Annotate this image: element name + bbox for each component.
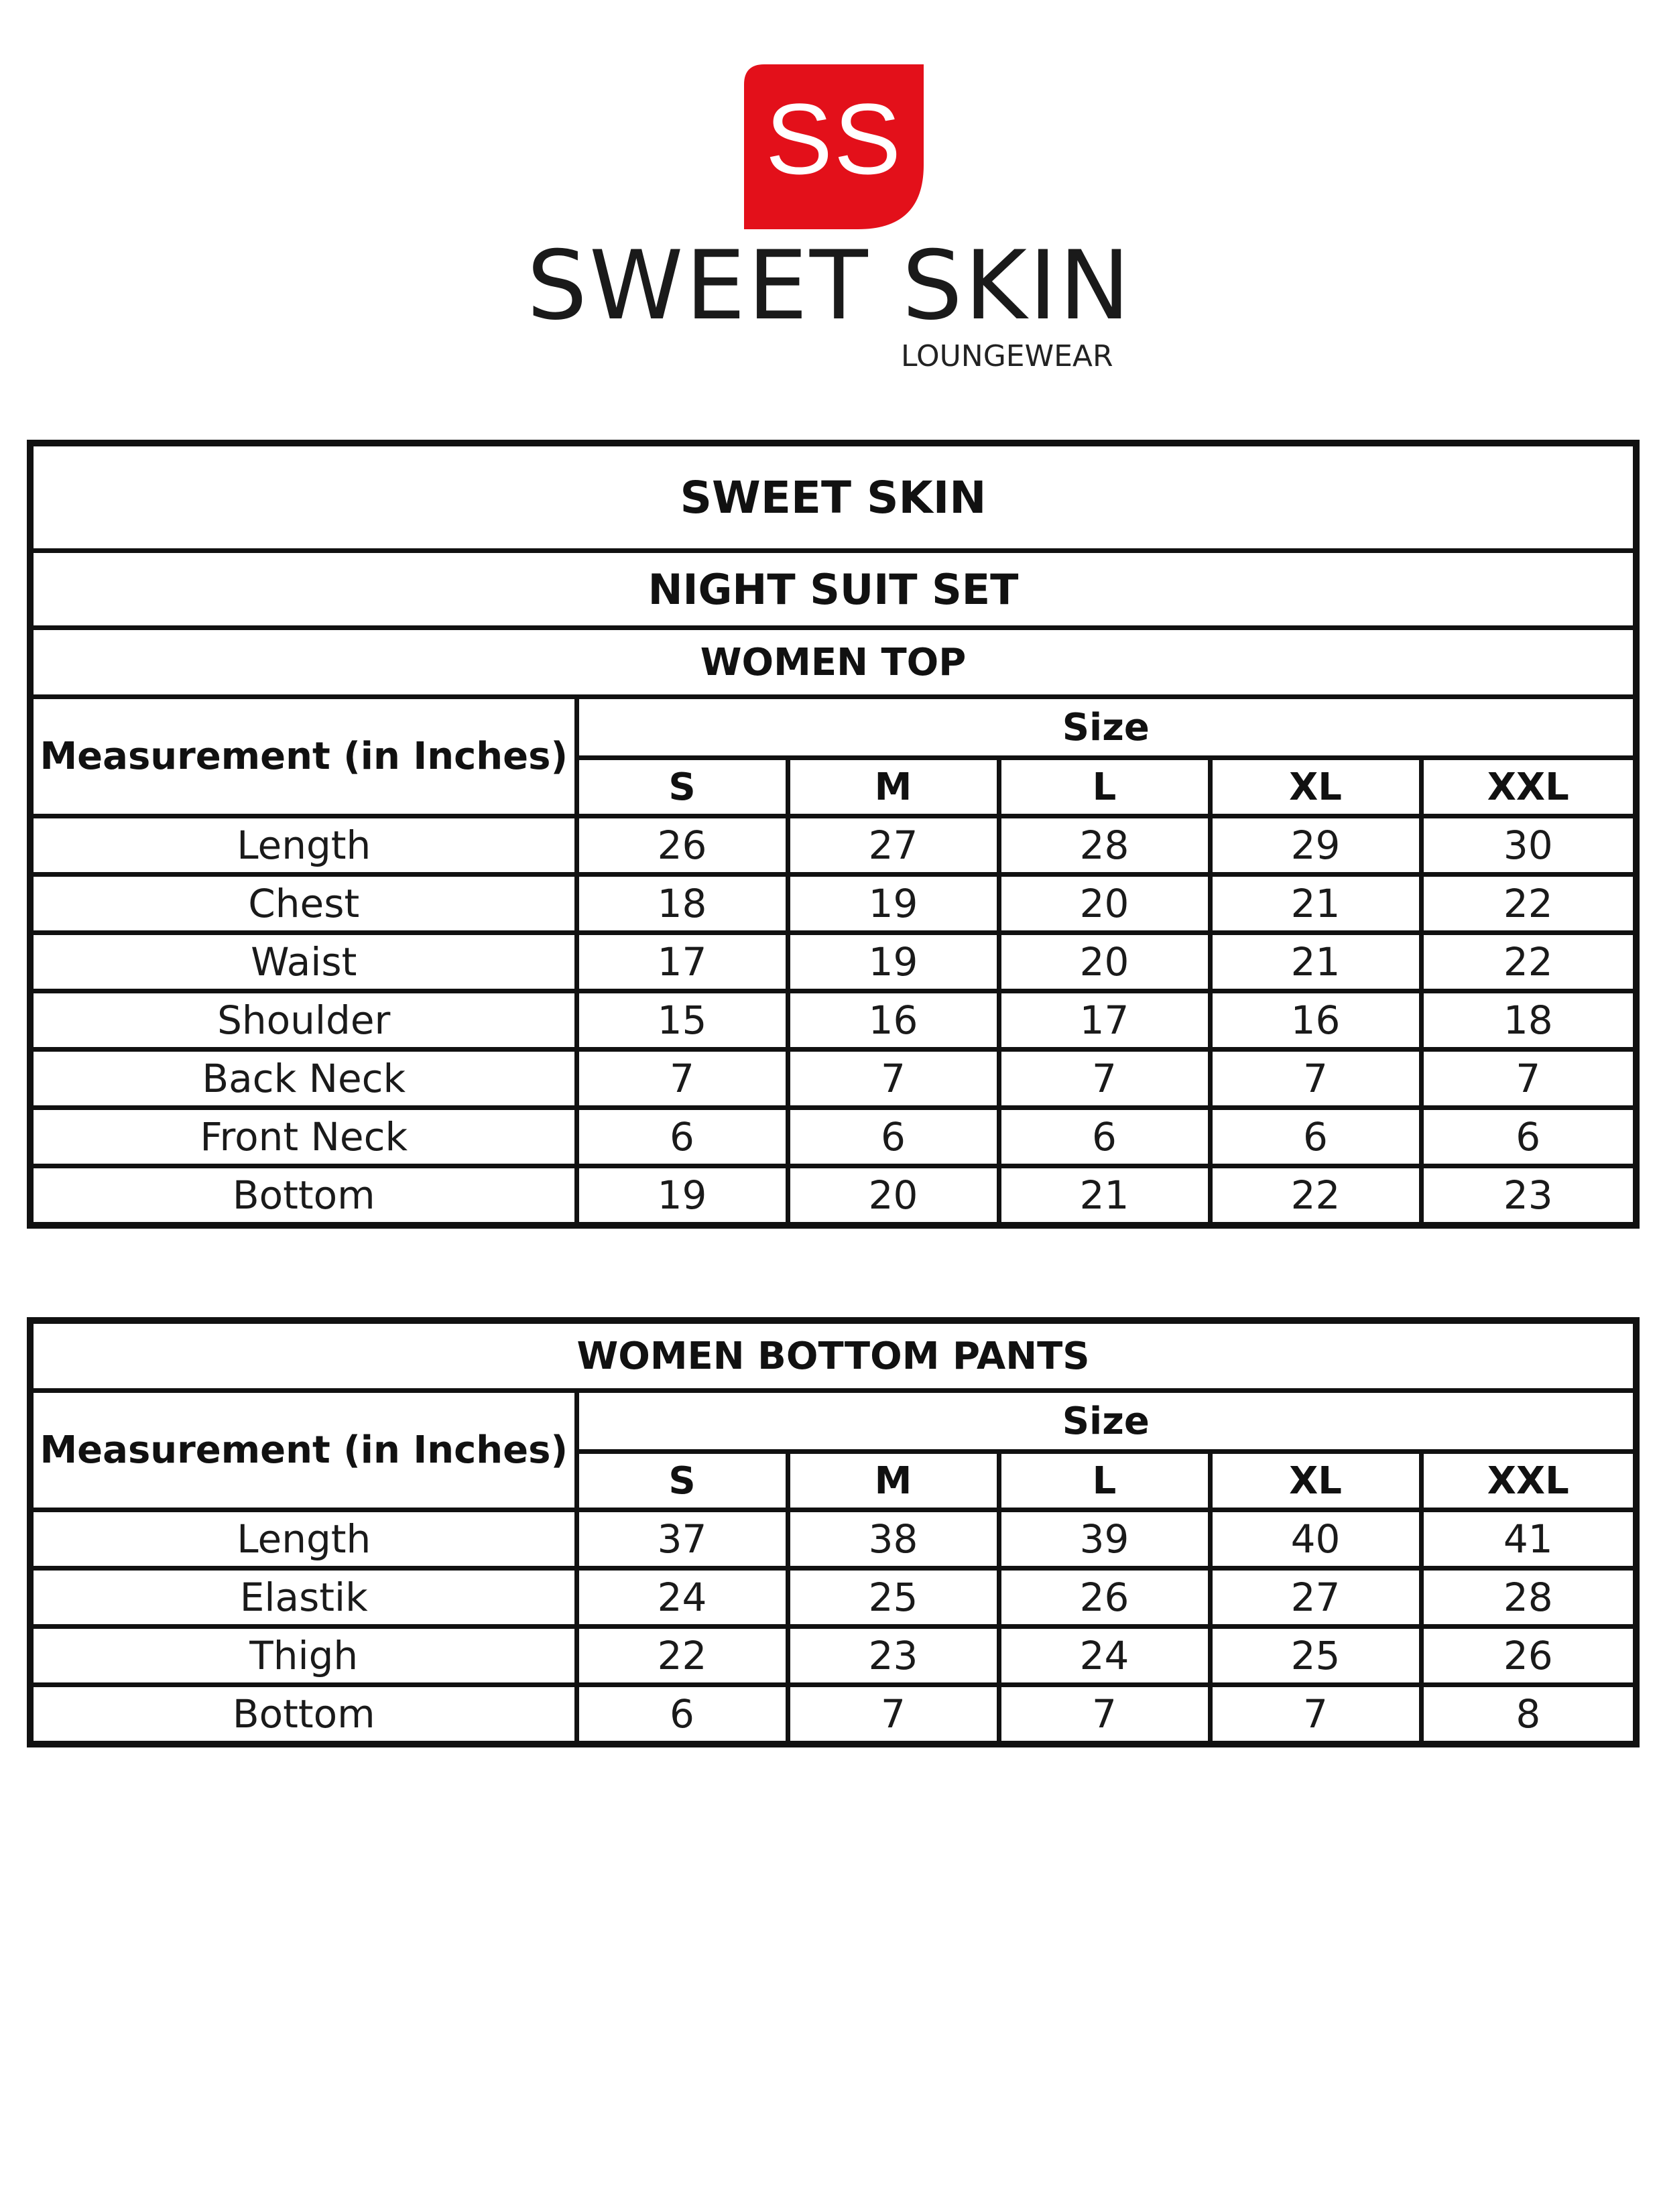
size-l: L <box>999 758 1210 816</box>
size-m: M <box>788 1452 999 1510</box>
row-label: Shoulder <box>30 991 576 1050</box>
cell-value: 37 <box>576 1510 788 1569</box>
table-row <box>30 1569 1636 1627</box>
section-title-row <box>30 1320 1636 1391</box>
table-row <box>30 875 1636 933</box>
size-xl: XL <box>1210 1452 1421 1510</box>
cell-value: 39 <box>999 1510 1210 1569</box>
size-s: S <box>576 758 788 816</box>
row-label: Front Neck <box>30 1108 576 1166</box>
women-top-size-chart <box>27 440 1640 1229</box>
cell-value: 23 <box>1421 1166 1636 1226</box>
cell-value: 24 <box>999 1627 1210 1685</box>
row-label: Bottom <box>30 1166 576 1226</box>
cell-value: 6 <box>788 1108 999 1166</box>
cell-value: 25 <box>788 1569 999 1627</box>
cell-value: 7 <box>788 1685 999 1745</box>
row-label: Length <box>30 816 576 875</box>
cell-value: 24 <box>576 1569 788 1627</box>
table-row <box>30 1050 1636 1108</box>
table-row <box>30 1627 1636 1685</box>
cell-value: 28 <box>999 816 1210 875</box>
cell-value: 21 <box>999 1166 1210 1226</box>
size-s: S <box>576 1452 788 1510</box>
size-xl: XL <box>1210 758 1421 816</box>
size-header-row <box>30 1391 1636 1452</box>
cell-value: 18 <box>1421 991 1636 1050</box>
cell-value: 6 <box>576 1108 788 1166</box>
cell-value: 22 <box>1210 1166 1421 1226</box>
cell-value: 25 <box>1210 1627 1421 1685</box>
measurement-header: Measurement (in Inches) <box>30 1391 576 1510</box>
size-xxl: XXL <box>1421 758 1636 816</box>
cell-value: 7 <box>999 1685 1210 1745</box>
table-row <box>30 933 1636 991</box>
table-row <box>30 1108 1636 1166</box>
ss-badge-logo <box>744 64 924 229</box>
cell-value: 6 <box>999 1108 1210 1166</box>
cell-value: 26 <box>576 816 788 875</box>
cell-value: 28 <box>1421 1569 1636 1627</box>
cell-value: 21 <box>1210 875 1421 933</box>
table-row <box>30 991 1636 1050</box>
cell-value: 19 <box>788 933 999 991</box>
cell-value: 29 <box>1210 816 1421 875</box>
cell-value: 7 <box>1210 1685 1421 1745</box>
cell-value: 21 <box>1210 933 1421 991</box>
row-label: Thigh <box>30 1627 576 1685</box>
size-xxl: XXL <box>1421 1452 1636 1510</box>
table-row <box>30 1685 1636 1745</box>
brand-name: SWEET SKIN <box>526 231 1133 341</box>
table-row <box>30 1166 1636 1226</box>
table-row <box>30 816 1636 875</box>
cell-value: 20 <box>999 933 1210 991</box>
size-header: Size <box>576 1391 1636 1452</box>
cell-value: 16 <box>788 991 999 1050</box>
cell-value: 19 <box>576 1166 788 1226</box>
cell-value: 7 <box>788 1050 999 1108</box>
cell-value: 23 <box>788 1627 999 1685</box>
cell-value: 7 <box>999 1050 1210 1108</box>
cell-value: 6 <box>1210 1108 1421 1166</box>
size-header-row <box>30 697 1636 758</box>
cell-value: 19 <box>788 875 999 933</box>
cell-value: 40 <box>1210 1510 1421 1569</box>
row-label: Back Neck <box>30 1050 576 1108</box>
cell-value: 17 <box>999 991 1210 1050</box>
row-label: Waist <box>30 933 576 991</box>
cell-value: 18 <box>576 875 788 933</box>
chart-product-row <box>30 551 1636 628</box>
cell-value: 15 <box>576 991 788 1050</box>
cell-value: 17 <box>576 933 788 991</box>
size-m: M <box>788 758 999 816</box>
section-title: WOMEN BOTTOM PANTS <box>30 1320 1636 1391</box>
row-label: Length <box>30 1510 576 1569</box>
cell-value: 22 <box>1421 875 1636 933</box>
row-label: Elastik <box>30 1569 576 1627</box>
cell-value: 16 <box>1210 991 1421 1050</box>
size-header: Size <box>576 697 1636 758</box>
chart-brand-title: SWEET SKIN <box>30 443 1636 551</box>
cell-value: 7 <box>1210 1050 1421 1108</box>
cell-value: 6 <box>1421 1108 1636 1166</box>
row-label: Bottom <box>30 1685 576 1745</box>
measurement-header: Measurement (in Inches) <box>30 697 576 816</box>
cell-value: 6 <box>576 1685 788 1745</box>
women-bottom-pants-size-chart <box>27 1317 1640 1747</box>
cell-value: 27 <box>788 816 999 875</box>
cell-value: 27 <box>1210 1569 1421 1627</box>
section-title: WOMEN TOP <box>30 628 1636 697</box>
cell-value: 38 <box>788 1510 999 1569</box>
chart-brand-row <box>30 443 1636 551</box>
section-title-row <box>30 628 1636 697</box>
chart-product-title: NIGHT SUIT SET <box>30 551 1636 628</box>
cell-value: 20 <box>999 875 1210 933</box>
brand-logo <box>0 0 1659 402</box>
row-label: Chest <box>30 875 576 933</box>
cell-value: 7 <box>576 1050 788 1108</box>
cell-value: 41 <box>1421 1510 1636 1569</box>
table-row <box>30 1510 1636 1569</box>
cell-value: 22 <box>576 1627 788 1685</box>
cell-value: 26 <box>999 1569 1210 1627</box>
cell-value: 30 <box>1421 816 1636 875</box>
cell-value: 26 <box>1421 1627 1636 1685</box>
badge-text: SS <box>765 82 903 195</box>
size-l: L <box>999 1452 1210 1510</box>
cell-value: 20 <box>788 1166 999 1226</box>
brand-tagline: LOUNGEWEAR <box>901 339 1113 373</box>
cell-value: 22 <box>1421 933 1636 991</box>
cell-value: 8 <box>1421 1685 1636 1745</box>
cell-value: 7 <box>1421 1050 1636 1108</box>
